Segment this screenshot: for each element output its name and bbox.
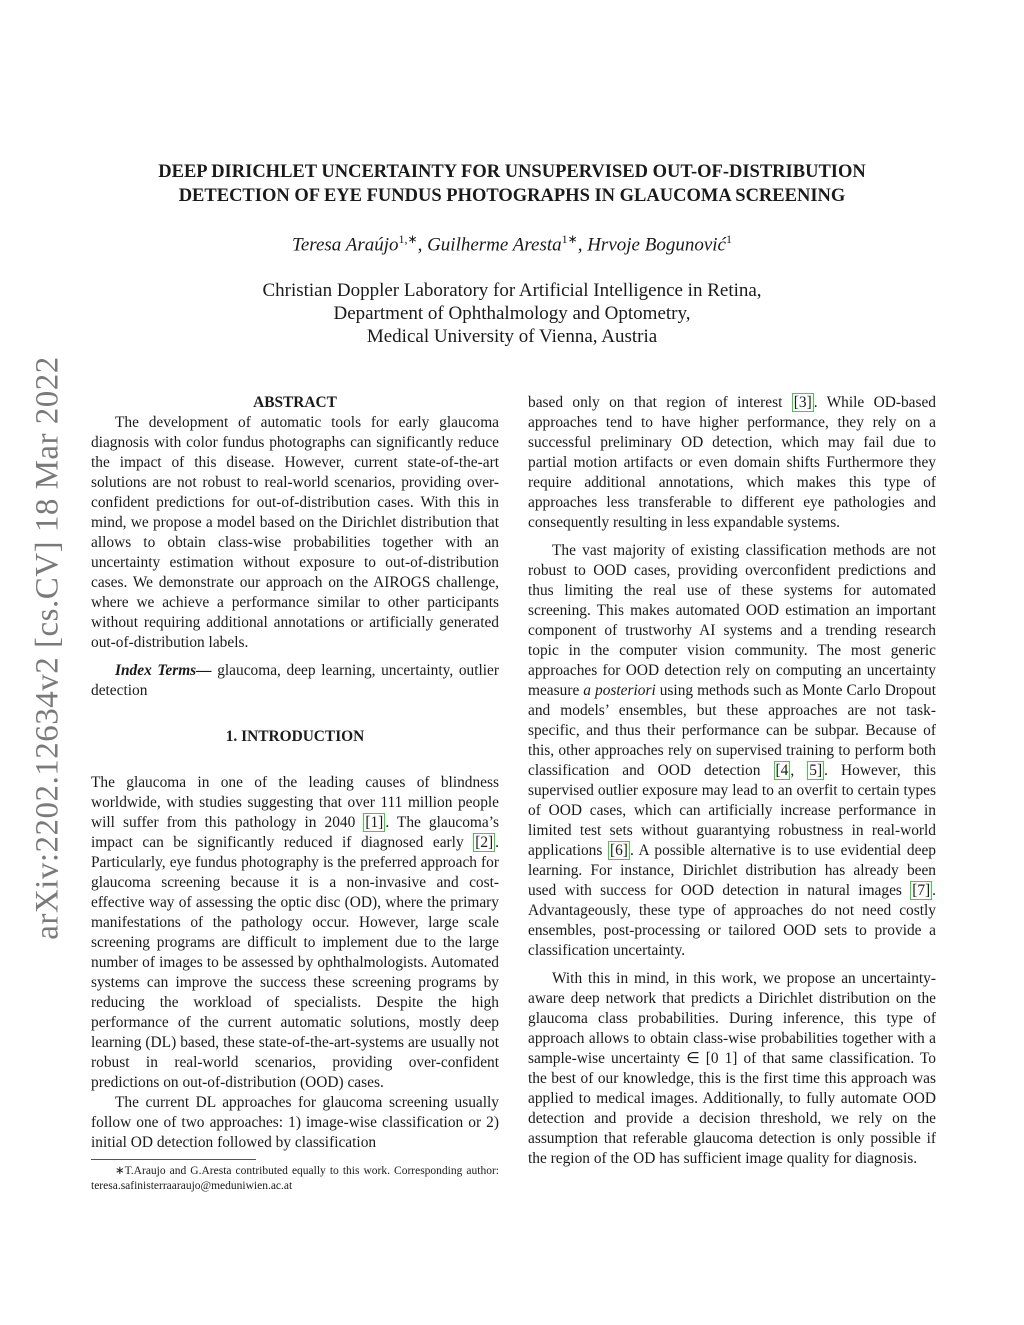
author-list: Teresa Araújo$^{1,∗}$, Guilherme Aresta$^{1∗}$, Hrvoje Bogunović$^1$ (292, 232, 732, 256)
citation-link[interactable]: [4 (775, 762, 789, 779)
right-column (528, 393, 936, 1169)
right-paragraph-2: The vast majority of existing classification methods are not robust to OOD cases, providing overconfident predictions and thus limiting the real use of these systems for automated screening. This makes automated OOD estimation an important component of trustworhy AI systems and a trending research topic in the computer vision community. The most generic approaches for OOD detection rely on computing an uncertainty measure a posteriori using methods such as Monte Carlo Dropout and models’ ensembles, but these approaches are not task-specific, and thus their performance can be subpar. Because of this, other approaches rely on supervised training to perform both classification and OOD detection [4 , 5] . However, this supervised outlier exposure may lead to an overfit to certain types of OOD cases, which can artificially increase performance in limited test sets without guarantying robustness in real-world applications [6] . A possible alternative is to use evidential deep learning. For instance, Dirichlet distribution has already been used with success for OOD detection in natural images [7] . Advantageously, these type of approaches do not need costly ensembles, post-processing or tailored OOD sets to provide a classification uncertainty. (528, 542, 936, 959)
author-affil-mark: 1∗ (561, 232, 578, 246)
arxiv-identifier: arXiv:2202.12634v2 [cs.CV] 18 Mar 2022 (29, 356, 65, 940)
abstract-heading: ABSTRACT (253, 394, 337, 411)
footnote-rule (91, 1159, 256, 1160)
author-name: Teresa Araújo (292, 234, 399, 256)
paper-title (100, 160, 924, 208)
title-line-1: DEEP DIRICHLET UNCERTAINTY FOR UNSUPERVISED OUT-OF-DISTRIBUTION (158, 162, 866, 182)
introduction-heading: 1. INTRODUCTION (225, 728, 365, 745)
title-line-2: DETECTION OF EYE FUNDUS PHOTOGRAPHS IN GLAUCOMA SCREENING (178, 186, 846, 206)
citation-link[interactable]: [1] (365, 814, 384, 831)
intro-paragraph-2: The current DL approaches for glaucoma screening usually follow one of two approaches: 1) image-wise classification or 2) initial OD detection followed by classification (91, 1094, 499, 1151)
citation-link[interactable]: [2] (475, 834, 494, 851)
right-paragraph-3: With this in mind, in this work, we propose an uncertainty-aware deep network that predicts a Dirichlet distribution on the glaucoma class probabilities. During inference, this type of approach allows to obtain class-wise probabilities together with a sample-wise uncertainty ∈ [0 1] of that same classification. To the best of our knowledge, this is the first time this approach was applied to medical images. Additionally, to fully automate OOD detection and provide a decision threshold, we rely on the assumption that referable glaucoma detection is only possible if the region of the OD has sufficient image quality for diagnosis. (528, 970, 936, 1167)
left-column (91, 393, 499, 1194)
affiliation: Christian Doppler Laboratory for Artificial Intelligence in Retina, Department of Ophthalmology and Optometry, Medical University of Vienna, Austria (262, 280, 762, 347)
author-name: Hrvoje Bogunović (587, 234, 726, 256)
index-terms: Index Terms— glaucoma, deep learning, uncertainty, outlier detection (91, 662, 499, 699)
citation-link[interactable]: [7] (912, 882, 931, 899)
right-paragraph-1: based only on that region of interest [3] . While OD-based approaches tend to have higher performance, they rely on a successful preliminary OD detection, which may fail due to partial motion artifacts or even domain shifts Furthermore they require additional annotations, which makes this type of approaches less transferable to different eye pathologies and consequently resulting in less expandable systems. (528, 394, 936, 531)
citation-link[interactable]: [3] (793, 394, 812, 411)
citation-link[interactable]: 5] (809, 762, 823, 779)
intro-paragraph-1: The glaucoma in one of the leading causes of blindness worldwide, with studies suggesting that over 111 million people will suffer from this pathology in 2040 [1] . The glaucoma’s impact can be significantly reduced if diagnosed early [2] . Particularly, eye fundus photography is the preferred approach for glaucoma screening because it is a non-invasive and cost-effective way of assessing the optic disc (OD), where the primary manifestations of the pathology occur. However, large scale screening programs are difficult to implement due to the large number of images to be assessed by ophthalmologists. Automated systems can improve the success these screening programs by reducing the workload of specialists. Despite the high performance of the current automatic solutions, mostly deep learning (DL) based, these state-of-the-art-systems are usually not robust in real-world scenarios, providing over-confident predictions on out-of-distribution (OOD) cases. (91, 774, 499, 1091)
author-name: Guilherme Aresta (427, 234, 562, 256)
footnote: ∗T.Araujo and G.Aresta contributed equally to this work. Corresponding author: teresa.safinisterraaraujo@meduniwien.ac.at (91, 1165, 499, 1192)
citation-link[interactable]: [6] (609, 842, 628, 859)
author-affil-mark: 1,∗ (398, 232, 418, 246)
abstract-text: The development of automatic tools for early glaucoma diagnosis with color fundus photographs can significantly reduce the impact of this disease. However, current state-of-the-art solutions are not robust to real-world scenarios, providing over-confident predictions for out-of-distribution cases. With this in mind, we propose a model based on the Dirichlet distribution that allows to obtain class-wise probabilities together with an uncertainty estimation without exposure to out-of-distribution cases. We demonstrate our approach on the AIROGS challenge, where we achieve a performance similar to other participants without requiring additional annotations or artificially generated out-of-distribution labels. (91, 414, 499, 651)
author-affil-mark: 1 (725, 232, 732, 246)
